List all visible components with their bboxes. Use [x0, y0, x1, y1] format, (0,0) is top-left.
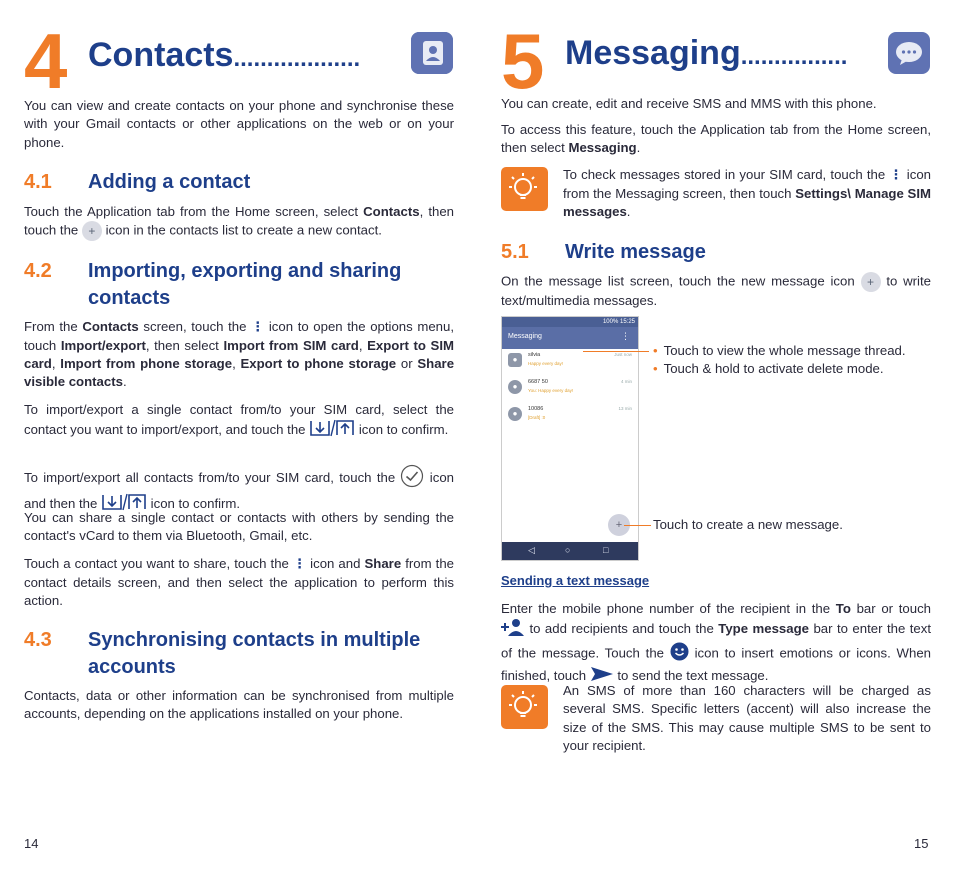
check-circle-icon: [400, 464, 424, 493]
section-4-2-p5: Touch a contact you want to share, touch the ⋮ icon and Share from the contact details screen, and then select the application to perform this action.: [24, 556, 454, 608]
phone-app-title: Messaging: [508, 333, 542, 340]
import-export-icon: [309, 419, 355, 442]
message-thread-row[interactable]: ● 6687 50 You: Happy every day! 4 min: [502, 377, 638, 404]
sending-text-heading: Sending a text message: [501, 573, 650, 588]
contacts-app-icon: [411, 32, 453, 74]
chapter-title-messaging: [565, 36, 847, 70]
callout-new-message: Touch to create a new message.: [653, 517, 843, 532]
phone-status-bar: 100% 15:25: [502, 317, 638, 327]
avatar: ●: [508, 380, 522, 394]
section-4-1-number: 4.1: [24, 171, 52, 193]
section-4-2-p2: To import/export a single contact from/to your SIM card, select the contact you want to import/export, and touch the icon to confirm.: [24, 401, 454, 443]
tip-sim-messages: To check messages stored in your SIM card, touch the ⋮ icon from the Messaging screen, then touch Settings\ Manage SIM messages.: [563, 167, 932, 219]
section-4-2-p4: You can share a single contact or contacts with others by sending the contact's vCard to them via Bluetooth, Gmail, etc.: [24, 510, 454, 544]
add-person-icon: [501, 618, 525, 641]
section-5-1-title: Write message: [565, 241, 706, 263]
messaging-app-icon: [888, 32, 930, 74]
contacts-intro: You can view and create contacts on your phone and synchronise these with your Gmail contacts or other applications on the web or on your phone.: [24, 98, 454, 150]
chapter-number: 4: [24, 17, 68, 105]
more-vert-icon: ⋮: [292, 556, 307, 572]
plus-circle-icon: +: [82, 221, 102, 241]
sending-text-body: Enter the mobile phone number of the recipient in the To bar or touch to add recipients and touch the Type message bar to enter the text of the message. Touch the icon to insert emotions or icons. When finished, touch to send the text message.: [501, 600, 931, 687]
tip-sms-charges: An SMS of more than 160 characters will be charged as several SMS. Specific letters (accent) will also increase the size of the SMS. This may cause multiple SMS to be sent to your recipient.: [563, 683, 931, 753]
avatar: ●: [508, 353, 522, 367]
tip-lightbulb-icon: [501, 685, 548, 729]
more-vert-icon: ⋮: [251, 319, 265, 335]
home-icon[interactable]: ○: [565, 545, 571, 555]
more-vert-icon: ⋮: [889, 167, 903, 183]
section-4-2-title: Importing, exporting and sharing contacts: [88, 260, 402, 309]
tip-lightbulb-icon: [501, 167, 548, 211]
callout-line: [583, 351, 649, 352]
smiley-icon: [670, 642, 689, 666]
section-4-3-title: Synchronising contacts in multiple accounts: [88, 629, 421, 678]
section-4-3-text: Contacts, data or other information can be synchronised from multiple accounts, depending on the applications installed on your phone.: [24, 688, 454, 722]
new-message-fab[interactable]: +: [608, 514, 630, 536]
recents-icon[interactable]: □: [603, 545, 609, 555]
section-4-2-p3: To import/export all contacts from/to your SIM card, touch the icon and then the icon to confirm.: [24, 464, 454, 517]
phone-menu-icon[interactable]: ⋮: [621, 331, 630, 341]
section-5-1-number: 5.1: [501, 241, 529, 263]
page-number-right: 15: [914, 836, 929, 851]
section-4-2-number: 4.2: [24, 260, 52, 282]
chapter-title-dots: ................: [740, 43, 848, 70]
chapter-title-text: Contacts: [88, 36, 234, 74]
section-4-2-p1: From the Contacts screen, touch the ⋮ icon to open the options menu, touch Import/export, then select Import from SIM card, Export to SIM card, Import from phone storage, Export to phone storage or Share visible contacts.: [24, 319, 455, 390]
chapter-title-text: Messaging: [565, 34, 741, 72]
callout-delete: • Touch & hold to activate delete mode.: [653, 361, 884, 376]
section-4-3-number: 4.3: [24, 629, 52, 651]
section-4-1-title: Adding a contact: [88, 171, 251, 193]
message-thread-row[interactable]: ● 10086 [Draft] :0 13 min: [502, 404, 638, 431]
page-number-left: 14: [24, 836, 39, 851]
chapter-title-dots: ...................: [233, 45, 361, 72]
section-4-1-text: Touch the Application tab from the Home screen, select Contacts, then touch the + icon in the contacts list to create a new contact.: [24, 203, 454, 241]
avatar: ●: [508, 407, 522, 421]
back-icon[interactable]: ◁: [528, 545, 535, 555]
chapter-title: [88, 38, 360, 72]
phone-app-bar: [502, 327, 638, 349]
messaging-intro-2: To access this feature, touch the Application tab from the Home screen, then select Messaging.: [501, 122, 931, 156]
callout-thread: • Touch to view the whole message thread.: [653, 343, 906, 358]
message-thread-row[interactable]: ● silvia Happy every day! Just now: [502, 350, 638, 377]
plus-circle-icon: +: [861, 272, 881, 292]
phone-nav-bar: [502, 542, 638, 560]
chapter-number-5: 5: [501, 17, 545, 105]
section-5-1-text: On the message list screen, touch the new message icon + to write text/multimedia messages.: [501, 273, 931, 308]
callout-line: [624, 525, 651, 526]
messaging-intro-1: You can create, edit and receive SMS and MMS with this phone.: [501, 96, 877, 111]
